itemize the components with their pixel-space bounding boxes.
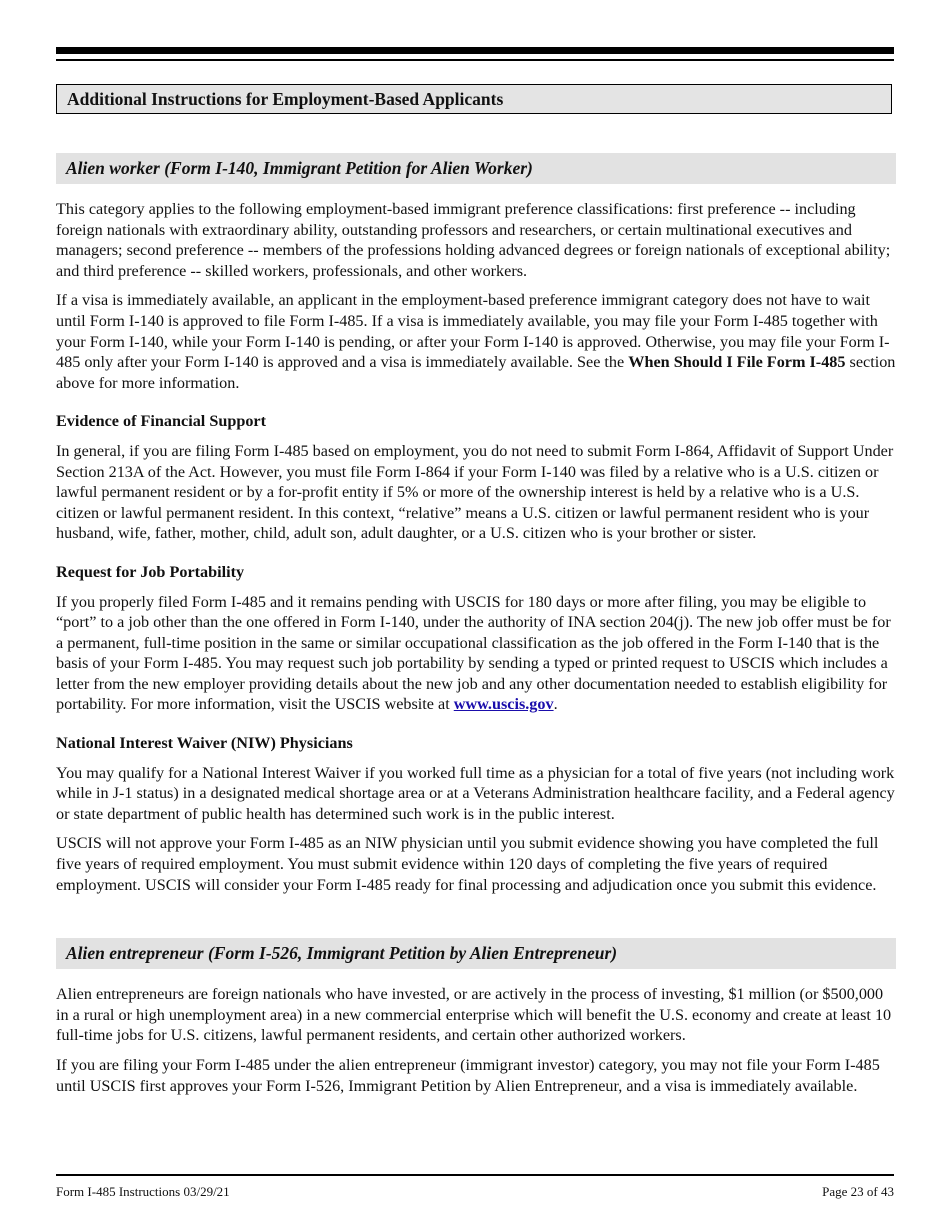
footer-form-name: Form I-485 Instructions 03/29/21	[56, 1184, 230, 1199]
subheading-financial-support: Evidence of Financial Support	[56, 412, 267, 431]
niw-paragraph-1: You may qualify for a National Interest Waiver if you worked full time as a physician for a total of five years (not including work while in J-1 status) in a designated medical shortage area or at a Veterans Administration healthcare facility, and a Federal agency or state department of public health has determined such work is in the public interest.	[56, 763, 895, 823]
financial-support-paragraph: In general, if you are filing Form I-485 based on employment, you do not need to submit Form I-864, Affidavit of Support Under Section 213A of the Act. However, you must file Form I-864 if your Form I-140 was filed by a relative who is a U.S. citizen or lawful permanent resident or by a for-profit entity if 5% or more of the ownership interest is held by a relative who is a U.S. citizen or lawful permanent resident. In this context, “relative” means a U.S. citizen or lawful permanent resident who is your husband, wife, father, mother, child, adult son, adult daughter, or a U.S. citizen who is your brother or sister.	[56, 441, 894, 543]
alien-worker-paragraph-2	[56, 290, 896, 393]
alien-worker-paragraph-1: This category applies to the following employment-based immigrant preference classifications: first preference -- including foreign nationals with extraordinary ability, outstanding professors and researchers, or certain multinational executives and managers; second preference -- members of the professions holding advanced degrees or foreign nationals of exceptional ability; and third preference -- skilled workers, professionals, and other workers.	[56, 200, 891, 280]
main-section-header: Additional Instructions for Employment-Based Applicants	[56, 84, 892, 114]
paragraph-text: If a visa is immediately available, an applicant in the employment-based preference immigrant category does not have to wait until Form I-140 is approved to file Form I-485. If a visa is immediately available, you may file your Form I-485 together with your Form I-140, while your Form I-140 is pending, or after your Form I-140 is approved. Otherwise, you may file your Form I-485 only after your Form I-140 is approved and a visa is immediately available. See the	[56, 291, 890, 372]
content-body	[56, 153, 896, 1096]
job-portability-paragraph	[56, 592, 896, 716]
section-heading-alien-worker: Alien worker (Form I-140, Immigrant Petition for Alien Worker)	[56, 153, 896, 184]
niw-paragraph-2: USCIS will not approve your Form I-485 as an NIW physician until you submit evidence showing you have completed the full five years of required employment. You must submit evidence within 120 days of completing the five years of required employment. USCIS will consider your Form I-485 ready for final processing and adjudication once you submit this evidence.	[56, 834, 879, 894]
footer-rule	[56, 1174, 894, 1176]
paragraph-text: If you properly filed Form I-485 and it remains pending with USCIS for 180 days or more after filing, you may be eligible to “port” to a job other than the one offered in Form I-140, under the authority of INA section 204(j). The new job offer must be for a permanent, full-time position in the same or similar occupational classification as the job offered in the Form I-140 that is the basis of your Form I-485. You may request such job portability by sending a typed or printed request to USCIS which includes a letter from the new employer providing details about the new job and any other documentation needed to establish eligibility for portability. For more information, visit the USCIS website at	[56, 592, 891, 714]
entrepreneur-paragraph-1: Alien entrepreneurs are foreign nationals who have invested, or are actively in the process of investing, $1 million (or $500,000 in a rural or high unemployment area) in a new commercial enterprise which will benefit the U.S. economy and create at least 10 full-time jobs for U.S. citizens, lawful permanent residents, and certain other authorized workers.	[56, 985, 892, 1045]
bold-reference: When Should I File Form I-485	[628, 353, 846, 372]
subheading-niw-physicians: National Interest Waiver (NIW) Physicians	[56, 734, 353, 753]
footer-page-number: Page 23 of 43	[822, 1184, 894, 1199]
entrepreneur-paragraph-2: If you are filing your Form I-485 under the alien entrepreneur (immigrant investor) category, you may not file your Form I-485 until USCIS first approves your Form I-526, Immigrant Petition by Alien Entrepreneur, and a visa is immediately available.	[56, 1056, 880, 1095]
top-thick-rule	[56, 47, 894, 54]
paragraph-text-end: .	[553, 695, 558, 714]
uscis-website-link[interactable]: www.uscis.gov	[453, 695, 554, 714]
paragraph-text-end: section above for more information.	[56, 353, 896, 392]
section-heading-alien-entrepreneur: Alien entrepreneur (Form I-526, Immigrant Petition by Alien Entrepreneur)	[56, 938, 896, 969]
subheading-job-portability: Request for Job Portability	[56, 562, 245, 581]
top-thin-rule	[56, 59, 894, 61]
